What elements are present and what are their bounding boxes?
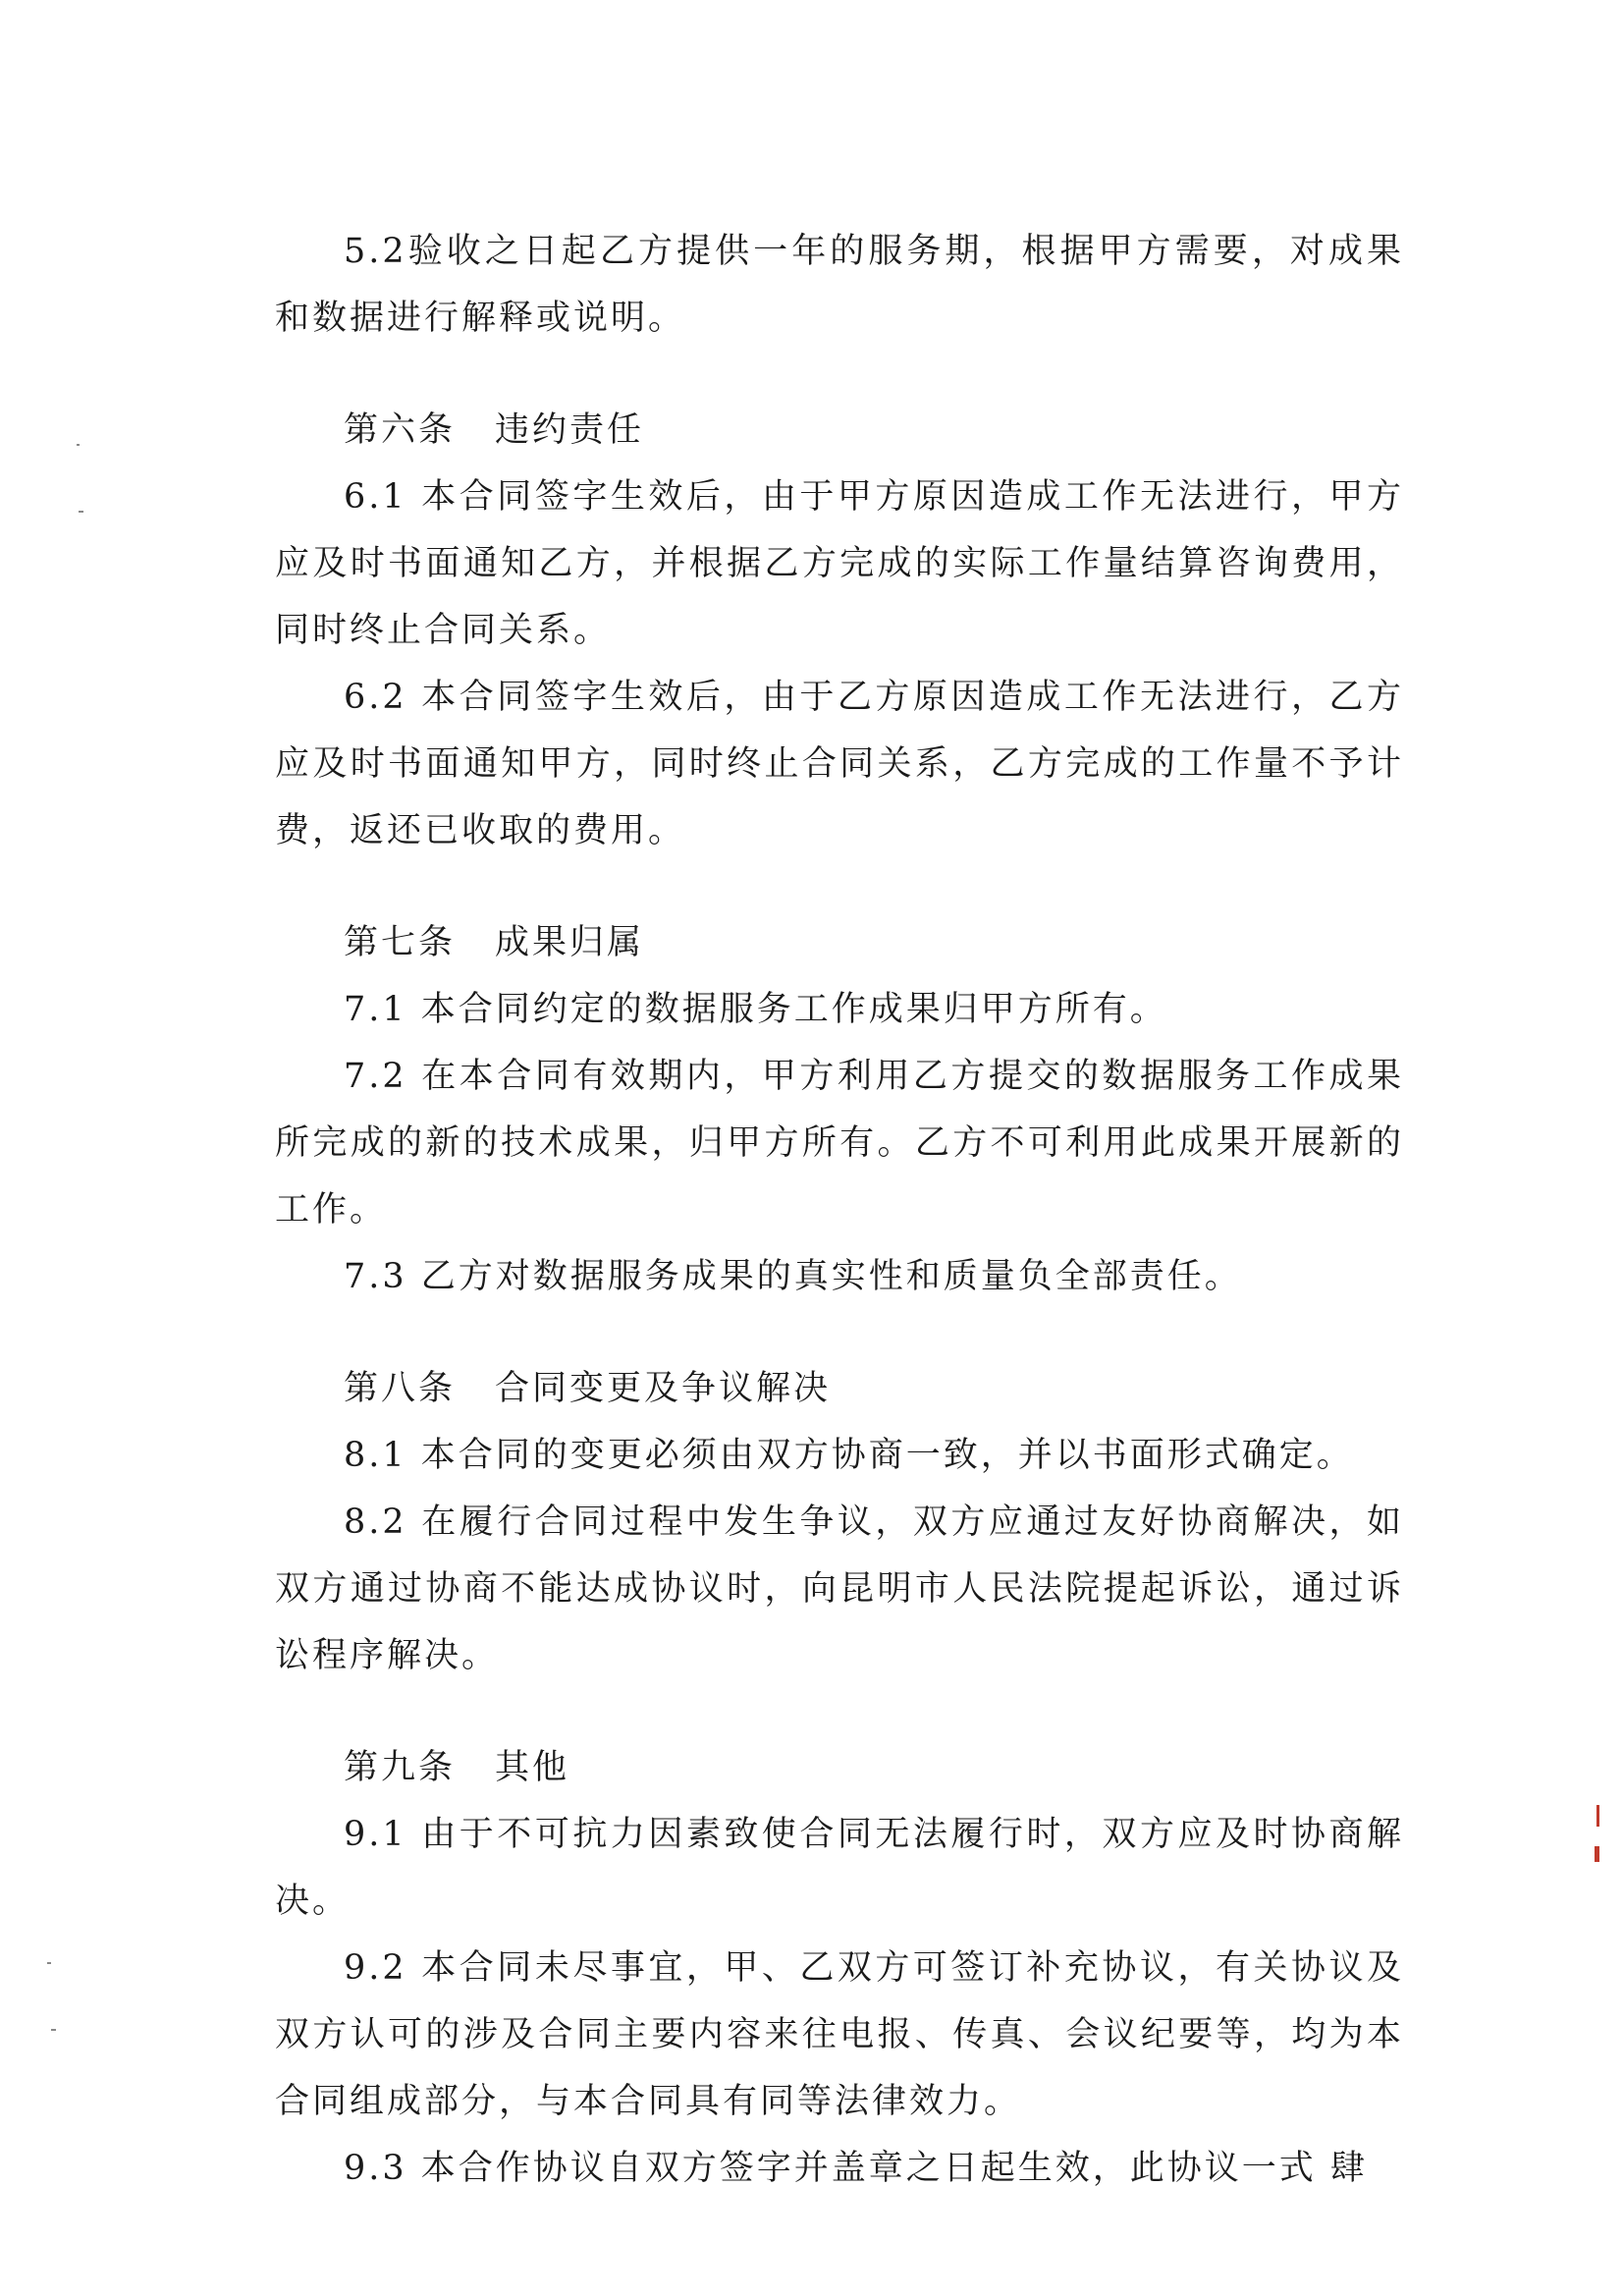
document-body <box>275 218 1404 2202</box>
seal-edge-mark <box>1596 1805 1599 1827</box>
article-9-heading <box>275 1734 1404 1801</box>
article-8-heading <box>275 1355 1404 1422</box>
article-7-heading <box>275 909 1404 976</box>
article-title: 违约责任 <box>495 410 645 450</box>
article-number: 第六条 <box>344 410 457 450</box>
article-6-heading <box>275 397 1404 464</box>
article-number: 第七条 <box>344 923 457 962</box>
scan-speck <box>51 2029 56 2031</box>
clause-8-2: 8.2 在履行合同过程中发生争议，双方应通过友好协商解决，如双方通过协商不能达成协议时，向昆明市人民法院提起诉讼，通过诉讼程序解决。 <box>275 1503 1404 1675</box>
clause-6-1: 6.1 本合同签字生效后，由于甲方原因造成工作无法进行，甲方应及时书面通知乙方，并根据乙方完成的实际工作量结算咨询费用，同时终止合同关系。 <box>275 477 1404 650</box>
clause-6-2: 6.2 本合同签字生效后，由于乙方原因造成工作无法进行，乙方应及时书面通知甲方，同时终止合同关系，乙方完成的工作量不予计费，返还已收取的费用。 <box>275 678 1404 850</box>
clause-9-2: 9.2 本合同未尽事宜，甲、乙双方可签订补充协议，有关协议及双方认可的涉及合同主要内容来往电报、传真、会议纪要等，均为本合同组成部分，与本合同具有同等法律效力。 <box>275 1948 1404 2121</box>
article-number: 第八条 <box>344 1369 457 1408</box>
article-title: 其他 <box>495 1748 570 1787</box>
clause-7-2: 7.2 在本合同有效期内，甲方利用乙方提交的数据服务工作成果所完成的新的技术成果，归甲方所有。乙方不可利用此成果开展新的工作。 <box>275 1057 1404 1230</box>
clause-9-1: 9.1 由于不可抗力因素致使合同无法履行时，双方应及时协商解决。 <box>275 1815 1404 1921</box>
clause-7-1: 7.1 本合同约定的数据服务工作成果归甲方所有。 <box>344 990 1167 1029</box>
seal-edge-mark <box>1595 1846 1599 1862</box>
clause-5-2: 5.2验收之日起乙方提供一年的服务期，根据甲方需要，对成果和数据进行解释或说明。 <box>275 232 1404 338</box>
clause-7-3: 7.3 乙方对数据服务成果的真实性和质量负全部责任。 <box>344 1257 1242 1296</box>
scan-speck <box>77 444 80 446</box>
article-title: 成果归属 <box>495 923 645 962</box>
scan-speck <box>47 1962 51 1964</box>
article-title: 合同变更及争议解决 <box>495 1369 832 1408</box>
clause-9-3: 9.3 本合作协议自双方签字并盖章之日起生效，此协议一式 肆 <box>344 2149 1368 2188</box>
scan-speck <box>79 511 83 513</box>
clause-8-1: 8.1 本合同的变更必须由双方协商一致，并以书面形式确定。 <box>344 1436 1354 1475</box>
article-number: 第九条 <box>344 1748 457 1787</box>
